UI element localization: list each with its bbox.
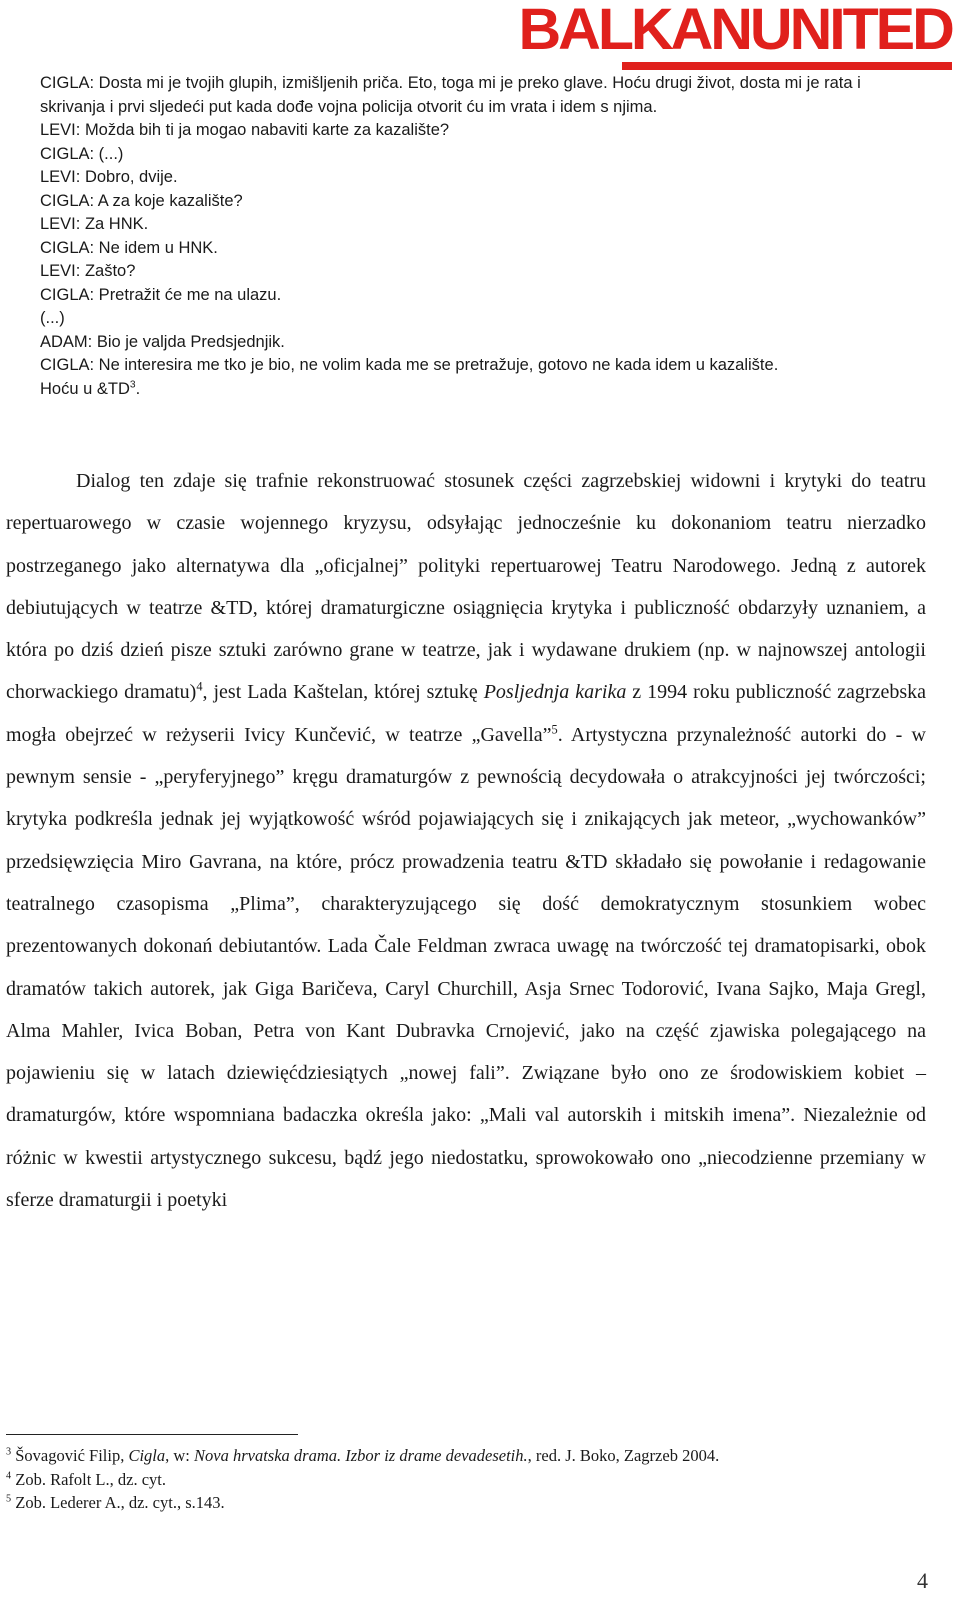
- paragraph-text-4: . Artystyczna przynależność autorki do - w pewnym sensie - „peryferyjnego” kręgu dramaturgów z pewnością decydowała o atrakcyjności jej twórczości; krytyka podkreśla jednak jej wyjątkowość wśród pojawiających się i znikających jak meteor, „wychowanków” przedsięwzięcia Miro Gavrana, na które, prócz prowadzenia teatru &TD składało się powołanie i redagowanie teatralnego czasopisma „Plima”, charakteryzującego się dość demokratycznym stosunkiem wobec prezentowanych dokonań debiutantów. Lada Čale Feldman zwraca uwagę na twórczość tej dramatopisarki, obok dramatów takich autorek, jak Giga Baričeva, Caryl Churchill, Asja Srnec Todorović, Ivana Sajko, Maja Gregl, Alma Mahler, Ivica Boban, Petra von Kant Dubravka Crnojević, jako na część zjawiska polegającego na pojawieniu się w latach dziewięćdziesiątych „nowej fali”. Związane było ono ze środowiskiem kobiet – dramaturgów, które wspomniana badaczka określa jako: „Mali val autorskih i mitskih imena”. Niezależnie od różnic w kwestii artystycznego sukcesu, bądź jego niedostatku, sprowokowało ono „niecodzienne przemiany w sferze dramaturgii i poetyki: [6, 723, 926, 1212]
- body-paragraph: [6, 460, 926, 1221]
- dialog-line: CIGLA: Ne idem u HNK.: [40, 238, 218, 257]
- dialog-excerpt: [40, 72, 920, 401]
- footnote-title: Cigla: [128, 1446, 166, 1465]
- dialog-line: LEVI: Zašto?: [40, 262, 136, 280]
- dialog-last-end: .: [135, 379, 141, 398]
- dialog-line: CIGLA: A za koje kazalište?: [40, 191, 243, 210]
- footnote-author: Šovagović Filip,: [15, 1446, 129, 1465]
- footnote-number: 5: [6, 1493, 12, 1505]
- paragraph-text-3: z 1994 roku publiczność zagrzebska mogła obejrzeć w reżyserii Ivicy Kunčević, w teatrze „Gavella”: [6, 681, 926, 746]
- footnote-text: Zob. Rafolt L., dz. cyt.: [11, 1469, 166, 1489]
- dialog-line: LEVI: Za HNK.: [40, 215, 149, 233]
- dialog-line: LEVI: Dobro, dvije.: [40, 168, 178, 186]
- paragraph-text-1: Dialog ten zdaje się trafnie rekonstruować stosunek części zagrzebskiej widowni i krytyki do teatru repertuarowego w czasie wojennego kryzysu, odsyłając jednocześnie ku dokonaniom teatru nierzadko postrzeganego jako alternatywa dla „oficjalnej” polityki repertuarowej Teatru Narodowego. Jedną z autorek debiutujących w teatrze &TD, której dramaturgiczne osiągnięcia krytyka i publiczność obdarzyły uznaniem, a która po dziś dzień pisze sztuki zarówno grane w teatrze, jak i wydawane drukiem (np. w najnowszej antologii chorwackiego dramatu): [6, 470, 926, 704]
- dialog-line: LEVI: Možda bih ti ja mogao nabaviti karte za kazalište?: [40, 121, 450, 139]
- footnote-ref-5[interactable]: 5: [551, 722, 558, 737]
- dialog-line: (...): [40, 309, 65, 327]
- footnote-3: [6, 1444, 936, 1468]
- footnote-text: , w:: [165, 1446, 195, 1465]
- footnote-5: [6, 1491, 936, 1515]
- dialog-line-last: [40, 378, 920, 402]
- footnote-4: [6, 1468, 936, 1492]
- logo-underline: [622, 62, 952, 70]
- dialog-line: CIGLA: (...): [40, 144, 124, 163]
- footnotes: [6, 1444, 936, 1515]
- footnote-separator: [6, 1434, 298, 1435]
- footnote-ref-3[interactable]: 3: [129, 379, 136, 390]
- footnote-number: 3: [6, 1446, 12, 1458]
- dialog-last-text: Hoću u &TD: [40, 379, 130, 398]
- dialog-line: CIGLA: Pretražit će me na ulazu.: [40, 285, 282, 304]
- paragraph-text-2: , jest Lada Kaštelan, której sztukę: [202, 681, 484, 704]
- balkan-united-logo: [518, 0, 952, 74]
- dialog-line: ADAM: Bio je valjda Predsjednjik.: [40, 332, 285, 351]
- footnote-book-title: Nova hrvatska drama. Izbor iz drame devadesetih.: [194, 1446, 528, 1465]
- footnote-number: 4: [6, 1470, 12, 1481]
- footnote-ref-4[interactable]: 4: [196, 679, 203, 694]
- logo-text: BALKANUNITED: [518, 0, 952, 62]
- page-number: 4: [917, 1568, 928, 1593]
- dialog-line: CIGLA: Ne interesira me tko je bio, ne volim kada me se pretražuje, gotovo ne kada idem u kazalište.: [40, 356, 779, 374]
- footnote-text: , red. J. Boko, Zagrzeb 2004.: [527, 1446, 720, 1465]
- footnote-text: Zob. Lederer A., dz. cyt., s.143.: [11, 1493, 225, 1512]
- dialog-line: CIGLA: Dosta mi je tvojih glupih, izmišljenih priča. Eto, toga mi je preko glave. Hoću drugi život, dosta mi je rata i skrivanja i prvi sljedeći put kada dođe vojna policija otvorit ću im vrata i idem s njima.: [40, 74, 861, 116]
- play-title: Posljednja karika: [483, 681, 627, 704]
